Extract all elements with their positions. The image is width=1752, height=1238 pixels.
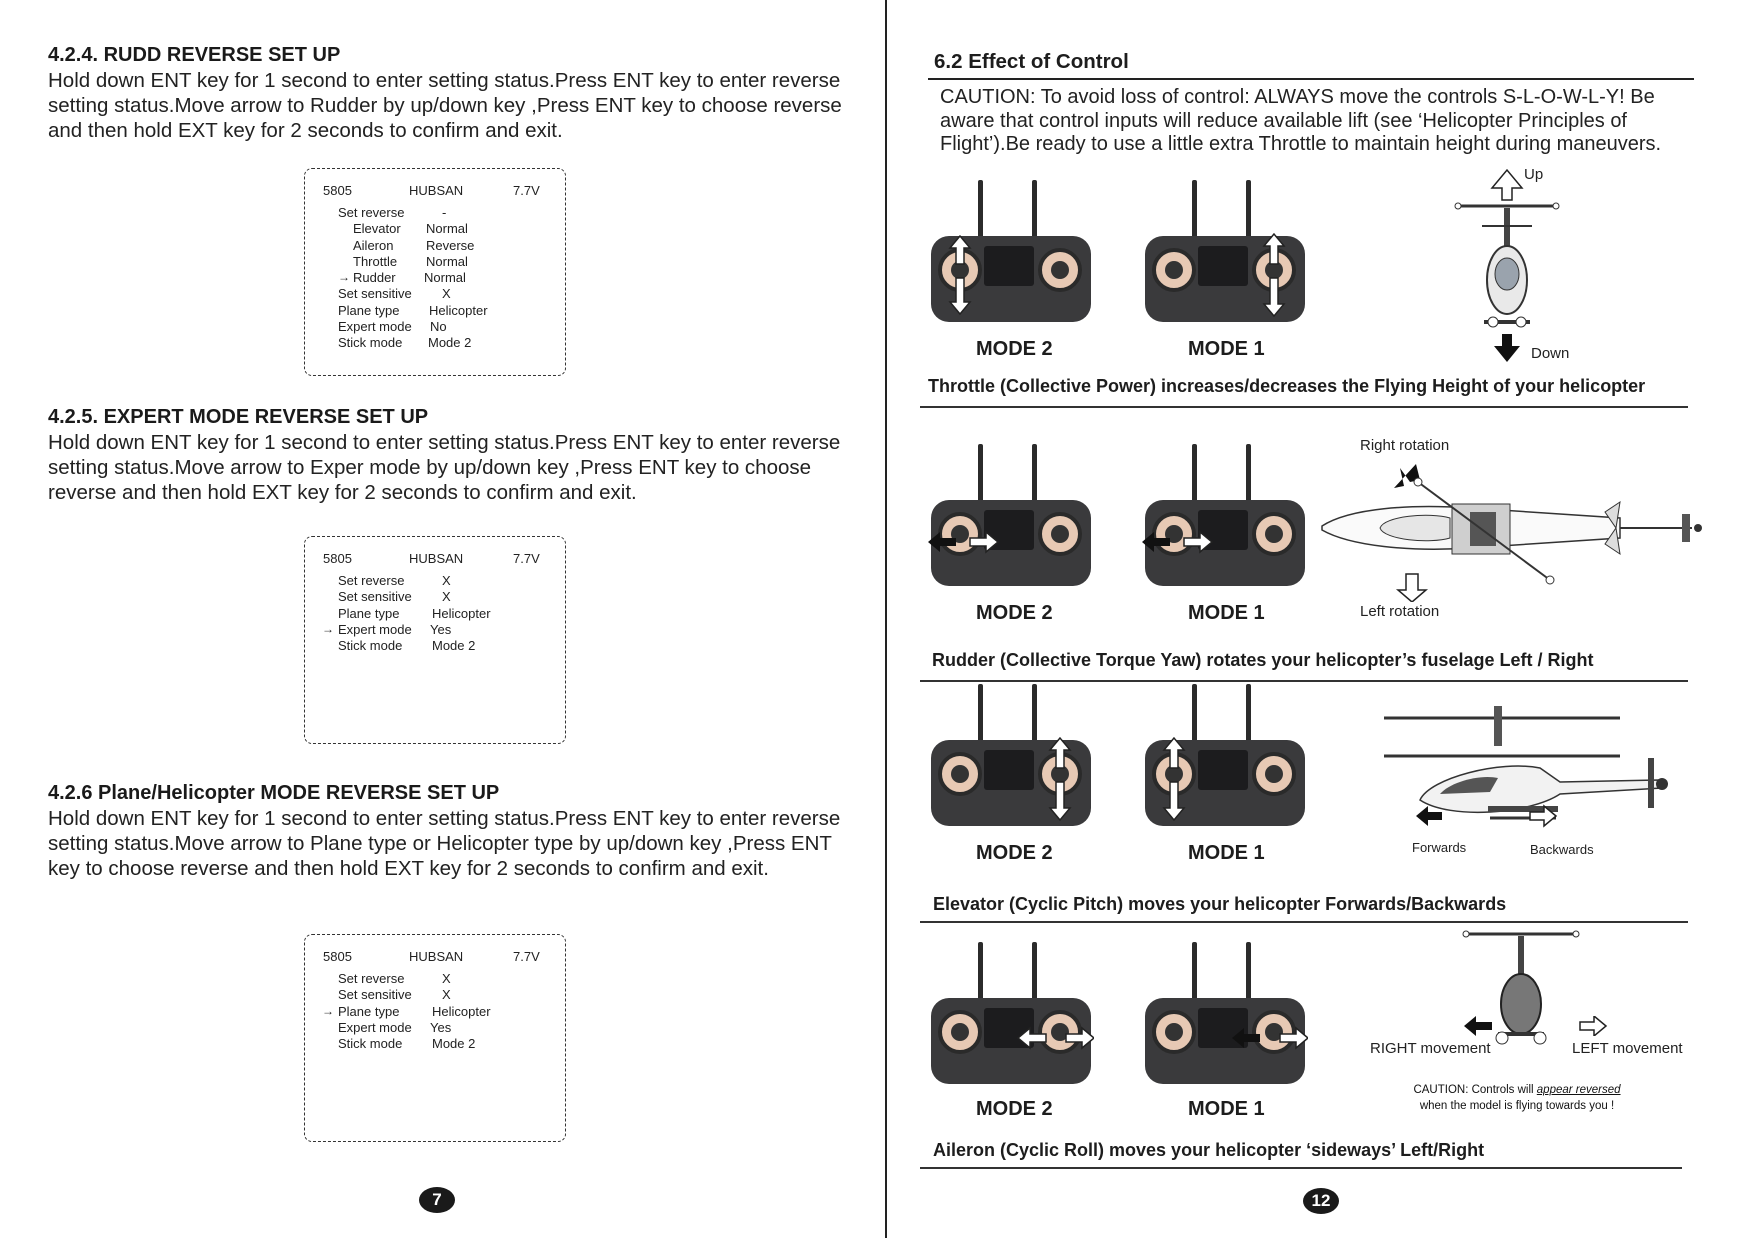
helicopter-front-view-throttle-image [1448, 162, 1568, 362]
mode2-label: MODE 2 [976, 842, 1053, 864]
mode2-label: MODE 2 [976, 1098, 1053, 1120]
lcd-screen-plane-type: 5805 HUBSAN 7.7V Set reverse X Set sensitive X → Plane type Helicopter Expert mode Yes Stick mode Mode 2 [304, 934, 566, 1142]
transmitter-mode1-aileron-image [1142, 940, 1308, 1088]
down-label: Down [1531, 345, 1570, 362]
title-underline [928, 78, 1694, 80]
page-number-right: 12 [1303, 1188, 1339, 1214]
elevator-caption: Elevator (Cyclic Pitch) moves your helicopter Forwards/Backwards [933, 894, 1507, 914]
transmitter-mode1-elevator-image [1142, 682, 1308, 830]
reversed-controls-note: CAUTION: Controls will appear reversed when the model is flying towards you ! [1413, 1084, 1621, 1112]
mode1-label: MODE 1 [1188, 602, 1265, 624]
mode2-label: MODE 2 [976, 338, 1053, 360]
aileron-caption: Aileron (Cyclic Roll) moves your helicopter ‘sideways’ Left/Right [933, 1140, 1485, 1160]
lcd-model-id: 5805 [323, 949, 352, 964]
transmitter-mode2-rudder-image [928, 442, 1094, 590]
right-movement-arrow-icon [1464, 1016, 1494, 1036]
right-rotation-label: Right rotation [1360, 437, 1450, 454]
lcd-header [323, 551, 541, 567]
transmitter-mode1-throttle-image [1142, 178, 1308, 326]
lcd-model-id: 5805 [323, 551, 352, 566]
section-title-plane-helicopter: 4.2.6 Plane/Helicopter MODE REVERSE SET UP [48, 782, 500, 804]
transmitter-mode2-elevator-image [928, 682, 1094, 830]
lcd-model-id: 5805 [323, 183, 352, 198]
lcd-screen-rudder: 5805 HUBSAN 7.7V Set reverse - Elevator Normal Aileron Reverse Throttle Normal → Rudder Normal Set sensitive X Plane type Helicopter Expert mode No Stick mode Mode 2 [304, 168, 566, 376]
lcd-brand: HUBSAN [409, 949, 464, 964]
caution-paragraph: CAUTION: To avoid loss of control: ALWAYS move the controls S-L-O-W-L-Y! Be aware that control inputs will reduce available lift (see ‘Helicopter Principles of Flight’).Be ready to use a little extra Throttle to maintain height during maneuvers. [940, 86, 1662, 155]
left-rotation-label: Left rotation [1360, 603, 1440, 620]
mode1-label: MODE 1 [1188, 338, 1265, 360]
forwards-label: Forwards [1412, 840, 1467, 855]
mode1-label: MODE 1 [1188, 1098, 1265, 1120]
backwards-label: Backwards [1530, 842, 1594, 857]
helicopter-top-view-rudder-image [1320, 462, 1705, 602]
section-title-effect-of-control: 6.2 Effect of Control [934, 50, 1129, 73]
left-movement-arrow-icon [1578, 1016, 1608, 1036]
transmitter-mode2-throttle-image [928, 178, 1094, 326]
lcd-voltage: 7.7V [513, 551, 540, 566]
lcd-header [323, 183, 541, 199]
throttle-caption: Throttle (Collective Power) increases/decreases the Flying Height of your helicopter [928, 376, 1646, 396]
rudder-caption: Rudder (Collective Torque Yaw) rotates your helicopter’s fuselage Left / Right [932, 650, 1594, 670]
section-body-plane-helicopter: Hold down ENT key for 1 second to enter setting status.Press ENT key to enter reverse setting status.Move arrow to Plane type or Helicopter type by up/down key ,Press ENT key to choose reverse and then hold EXT key for 2 seconds to confirm and exit. [48, 807, 841, 880]
lcd-header [323, 949, 541, 965]
right-movement-label: RIGHT movement [1370, 1040, 1491, 1057]
lcd-brand: HUBSAN [409, 551, 464, 566]
transmitter-mode1-rudder-image [1142, 442, 1308, 590]
section-title-rudd-reverse: 4.2.4. RUDD REVERSE SET UP [48, 44, 341, 66]
lcd-voltage: 7.7V [513, 949, 540, 964]
selection-arrow-icon: → [322, 621, 334, 636]
lcd-brand: HUBSAN [409, 183, 464, 198]
helicopter-side-view-elevator-image [1380, 698, 1680, 836]
lcd-voltage: 7.7V [513, 183, 540, 198]
selection-arrow-icon: → [338, 270, 350, 285]
mode2-label: MODE 2 [976, 602, 1053, 624]
selection-arrow-icon: → [322, 1003, 334, 1018]
lcd-screen-expert-mode: 5805 HUBSAN 7.7V Set reverse X Set sensitive X Plane type Helicopter → Expert mode Yes Stick mode Mode 2 [304, 536, 566, 744]
helicopter-front-view-aileron-image [1456, 926, 1606, 1056]
page-number-left: 7 [419, 1187, 455, 1213]
section-title-expert-mode: 4.2.5. EXPERT MODE REVERSE SET UP [48, 406, 429, 428]
page-divider [885, 0, 887, 1238]
up-label: Up [1524, 166, 1544, 183]
section-rule [920, 1167, 1682, 1169]
mode1-label: MODE 1 [1188, 842, 1265, 864]
section-rule [920, 921, 1688, 923]
left-movement-label: LEFT movement [1572, 1040, 1683, 1057]
section-rule [920, 406, 1688, 408]
transmitter-mode2-aileron-image [928, 940, 1094, 1088]
section-body-rudd-reverse: Hold down ENT key for 1 second to enter setting status.Press ENT key to enter reverse setting status.Move arrow to Rudder by up/down key ,Press ENT key to choose reverse and then hold EXT key for 2 seconds to confirm and exit. [48, 69, 842, 142]
section-body-expert-mode: Hold down ENT key for 1 second to enter setting status.Press ENT key to enter reverse setting status.Move arrow to Exper mode by up/down key ,Press ENT key to choose reverse and then hold EXT key for 2 seconds to confirm and exit. [48, 431, 841, 504]
